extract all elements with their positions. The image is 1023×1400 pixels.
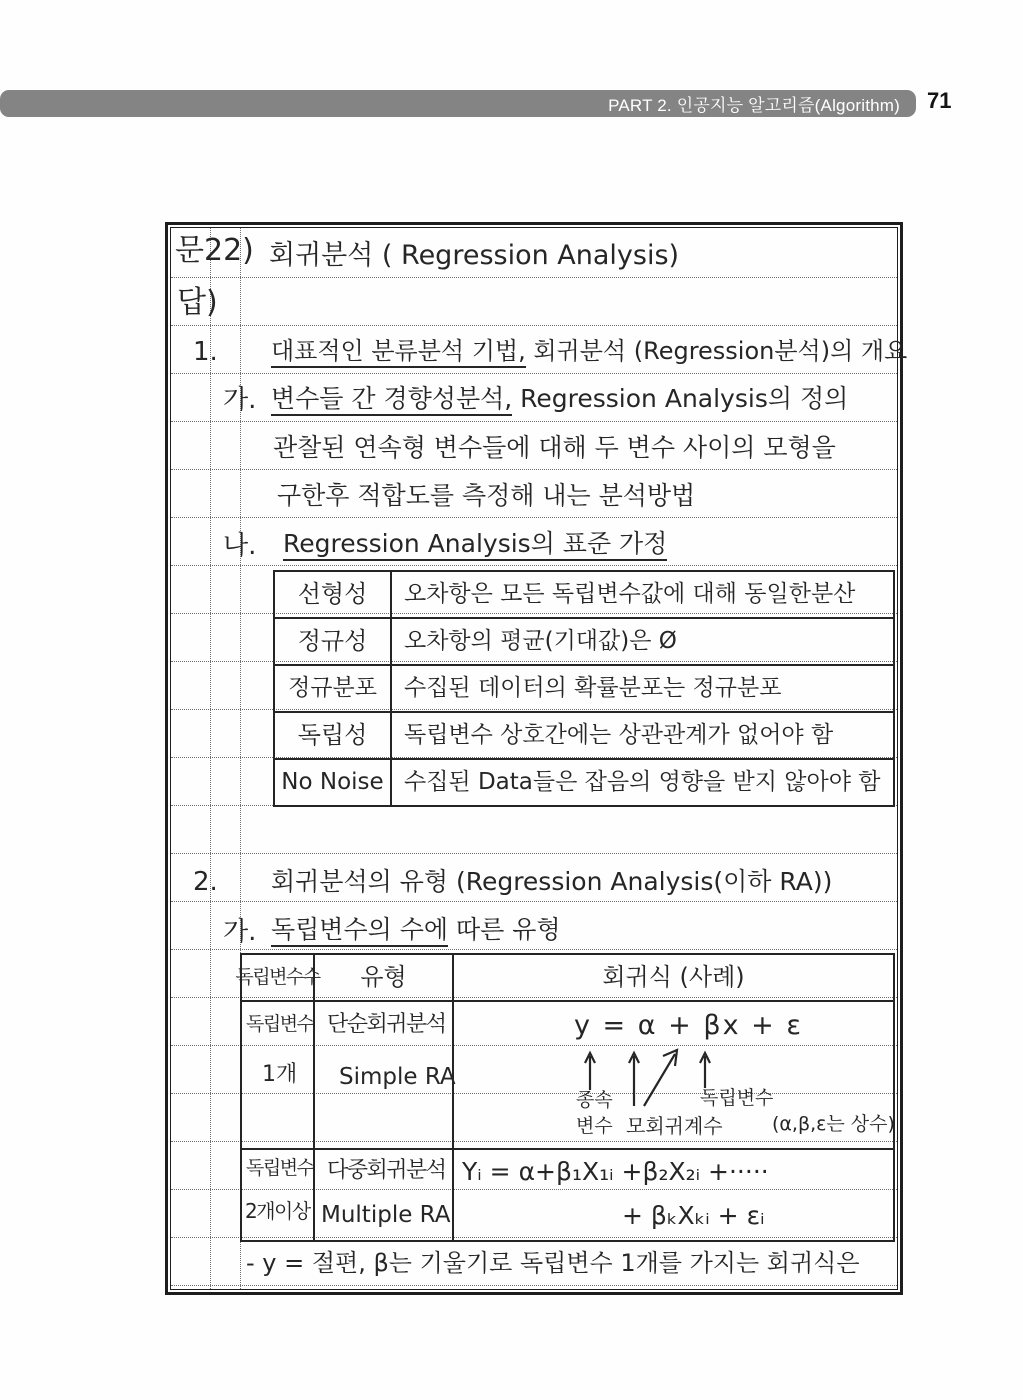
- answer-label: 답): [177, 285, 218, 320]
- regression-types-table: [235, 953, 895, 1242]
- population-coefficient-label: 모회귀계수: [626, 1114, 723, 1138]
- cell-type-multiple: [315, 1150, 454, 1240]
- question-title: 회귀분석 ( Regression Analysis): [269, 240, 680, 271]
- section-1a-body-line1: 관찰된 연속형 변수들에 대해 두 변수 사이의 모형을: [273, 433, 836, 462]
- assumption-desc: 독립변수 상호간에는 상관관계가 없어야 함: [404, 722, 834, 749]
- column-header-type: 유형: [315, 955, 454, 1000]
- cell-formula-simple: [454, 1002, 893, 1148]
- table-row: [275, 760, 893, 805]
- section-1a-number: 가.: [223, 385, 257, 415]
- page-header-bar: [0, 90, 916, 117]
- table-row: [275, 666, 893, 713]
- page-number: 71: [927, 88, 952, 113]
- assumption-desc: 오차항의 평균(기대값)은 Ø: [404, 628, 677, 655]
- assumption-term: 정규성: [275, 619, 392, 664]
- column-header-formula: 회귀식 (사례): [602, 962, 745, 991]
- note-sheet-inner-border: [170, 227, 908, 1290]
- table-row-simple-ra: [242, 1002, 893, 1150]
- section-2a-title-underlined: 독립변수의 수에: [271, 915, 448, 947]
- table-row-multiple-ra: [242, 1150, 893, 1240]
- type-line1: 다중회귀분석: [327, 1158, 446, 1183]
- column-header-count: 독립변수수: [242, 955, 315, 1000]
- section-1b-title-underlined: Regression Analysis의 표준 가정: [283, 529, 667, 561]
- footnote-line: - y = 절편, β는 기울기로 독립변수 1개를 가지는 회귀식은: [246, 1249, 860, 1277]
- section-2a-title: [271, 916, 561, 945]
- section-2a-title-rest: 따른 유형: [448, 915, 561, 944]
- section-1a-title-underlined: 변수들 간 경향성분석,: [271, 384, 512, 416]
- cell-formula-multiple: [454, 1150, 893, 1240]
- dependent-var-label-line1: 종속: [576, 1089, 613, 1111]
- up-arrow-icon: [583, 1050, 597, 1092]
- assumption-term: 독립성: [275, 713, 392, 758]
- assumption-desc: 오차항은 모든 독립변수값에 대해 동일한분산: [404, 581, 856, 608]
- type-line2: Multiple RA: [321, 1202, 451, 1228]
- cell-count-simple: [242, 1002, 315, 1148]
- multiple-formula-line1: Yᵢ = α+β₁X₁ᵢ +β₂X₂ᵢ +·····: [462, 1157, 769, 1186]
- section-2-title: 회귀분석의 유형 (Regression Analysis(이하 RA)): [271, 867, 833, 896]
- part-label: PART 2. 인공지능 알고리즘(Algorithm): [608, 96, 900, 115]
- question-number: 문22): [175, 233, 254, 268]
- cell-count-multiple: [242, 1150, 315, 1240]
- section-1a-title-rest: Regression Analysis의 정의: [512, 384, 849, 413]
- section-2-number: 2.: [193, 867, 218, 897]
- section-1-title: [271, 338, 907, 366]
- section-2a-number: 가.: [223, 917, 257, 947]
- table-row: [275, 572, 893, 619]
- type-line1: 단순회귀분석: [327, 1012, 446, 1037]
- assumption-term: No Noise: [275, 760, 392, 805]
- table-row: [275, 713, 893, 760]
- count-line1: 독립변수: [246, 1013, 314, 1035]
- table-header-row: [235, 955, 893, 1002]
- assumption-desc: 수집된 Data들은 잡음의 영향을 받지 않아야 함: [404, 769, 881, 796]
- dependent-var-label-line2: 변수: [576, 1115, 613, 1137]
- cell-type-simple: [315, 1002, 454, 1148]
- note-sheet: [165, 222, 908, 1295]
- constants-note: (α,β,ε는 상수): [772, 1113, 895, 1135]
- section-1b-number: 나.: [223, 531, 257, 561]
- count-line2: 1개: [262, 1062, 298, 1087]
- count-line2: 2개이상: [245, 1199, 310, 1223]
- section-1a-title: [271, 385, 848, 414]
- count-line1: 독립변수: [246, 1157, 314, 1179]
- assumptions-table: [273, 570, 895, 807]
- diagonal-arrow-icon: [639, 1044, 683, 1110]
- multiple-formula-line2: + βₖXₖᵢ + εᵢ: [622, 1201, 765, 1230]
- section-1b-title: [283, 530, 667, 559]
- simple-formula: y = α + βx + ε: [574, 1010, 803, 1041]
- assumption-desc: 수집된 데이터의 확률분포는 정규분포: [404, 675, 782, 702]
- type-line2: Simple RA: [339, 1064, 456, 1090]
- note-content: [171, 228, 908, 1289]
- independent-var-label: 독립변수: [700, 1087, 774, 1109]
- section-1-number: 1.: [193, 337, 218, 367]
- section-1-title-rest: 회귀분석 (Regression분석)의 개요: [525, 337, 908, 365]
- assumption-term: 정규분포: [275, 666, 392, 711]
- up-arrow-icon: [698, 1050, 712, 1090]
- assumption-term: 선형성: [275, 572, 392, 617]
- table-row: [275, 619, 893, 666]
- section-1-title-underlined: 대표적인 분류분석 기법,: [271, 337, 526, 368]
- section-1a-body-line2: 구한후 적합도를 측정해 내는 분석방법: [277, 481, 696, 510]
